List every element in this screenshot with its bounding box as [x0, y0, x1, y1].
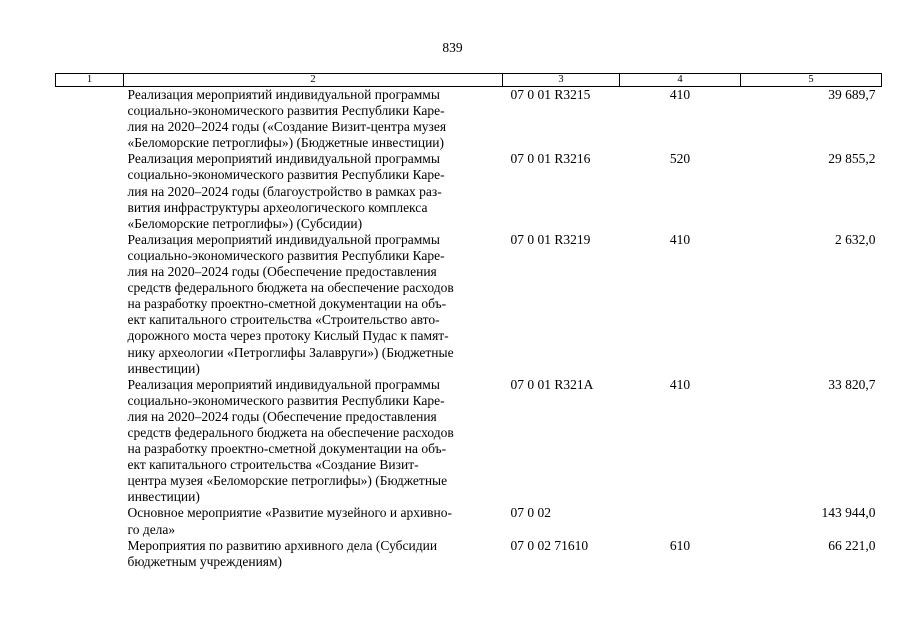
item-name-line: на разработку проектно-сметной документации на объ- — [127, 296, 447, 312]
page-number: 839 — [442, 40, 463, 55]
amount-cell: 143 944,0 — [821, 505, 876, 521]
item-name-line: Реализация мероприятий индивидуальной программы — [127, 87, 440, 102]
item-name-line: на разработку проектно-сметной документации на объ- — [127, 441, 447, 457]
amount-cell: 29 855,2 — [828, 151, 876, 167]
column-header-5: 5 — [741, 74, 882, 87]
target-code-cell: 07 0 01 R3215 — [510, 87, 591, 102]
table-body — [56, 87, 882, 570]
item-name-line: бюджетным учреждениям) — [127, 553, 283, 569]
target-code-cell: 07 0 02 71610 — [510, 537, 589, 553]
expense-type-cell — [620, 505, 741, 537]
item-name-line: лия на 2020–2024 годы (Обеспечение предоставления — [127, 408, 437, 424]
column-header-2: 2 — [124, 74, 503, 87]
target-code-cell: 07 0 01 R321A — [510, 376, 594, 392]
row-number-cell — [56, 505, 124, 537]
item-name-line: социально-экономического развития Республики Каре- — [127, 103, 445, 119]
row-number-cell — [56, 87, 124, 152]
table-row — [56, 232, 882, 377]
item-name-line: социально-экономического развития Республики Каре- — [127, 247, 445, 263]
item-name-line: лия на 2020–2024 годы (благоустройство в рамках раз- — [127, 183, 442, 199]
item-name-line: средств федерального бюджета на обеспечение расходов — [127, 424, 454, 440]
item-name-line: средств федерального бюджета на обеспечение расходов — [127, 280, 454, 296]
column-header-4: 4 — [620, 74, 741, 87]
row-number-cell — [56, 377, 124, 506]
item-name-line: го дела» — [127, 521, 176, 537]
target-code-cell: 07 0 01 R3216 — [510, 151, 591, 167]
expense-type-cell: 410 — [669, 231, 691, 247]
expense-type-cell: 610 — [669, 537, 691, 553]
item-name-line: «Беломорские петроглифы») (Субсидии) — [127, 215, 363, 231]
item-name-line: ект капитального строительства «Строительство авто- — [127, 312, 440, 328]
item-name-line: «Беломорские петроглифы») (Бюджетные инвестиции) — [127, 135, 445, 151]
amount-cell: 33 820,7 — [828, 376, 876, 392]
budget-table — [55, 73, 882, 570]
item-name-line: нику археологии «Петроглифы Залавруги») (Бюджетные — [127, 344, 454, 360]
item-name-cell — [124, 151, 503, 231]
item-name-line: Реализация мероприятий индивидуальной программы — [127, 151, 440, 167]
expense-type-cell: 520 — [669, 151, 691, 167]
row-number-cell — [56, 538, 124, 570]
table-row — [56, 505, 882, 537]
column-header-3: 3 — [503, 74, 620, 87]
item-name-line: лия на 2020–2024 годы («Создание Визит-центра музея — [127, 119, 447, 135]
item-name-cell — [124, 87, 503, 152]
row-number-cell — [56, 151, 124, 231]
item-name-line: вития инфраструктуры археологического комплекса — [127, 199, 428, 215]
item-name-line: Реализация мероприятий индивидуальной программы — [127, 376, 440, 392]
item-name-cell — [124, 505, 503, 537]
table-row — [56, 538, 882, 570]
item-name-line: социально-экономического развития Республики Каре- — [127, 167, 445, 183]
table-row — [56, 87, 882, 152]
item-name-line: социально-экономического развития Республики Каре- — [127, 392, 445, 408]
target-code-cell: 07 0 01 R3219 — [510, 231, 591, 247]
expense-type-cell: 410 — [669, 87, 691, 102]
item-name-line: Мероприятия по развитию архивного дела (Субсидии — [127, 537, 438, 553]
amount-cell: 2 632,0 — [835, 231, 876, 247]
item-name-cell — [124, 538, 503, 570]
table-row — [56, 377, 882, 506]
item-name-line: Реализация мероприятий индивидуальной программы — [127, 231, 440, 247]
item-name-cell — [124, 377, 503, 506]
amount-cell: 66 221,0 — [828, 537, 876, 553]
table-row — [56, 151, 882, 231]
item-name-line: ект капитального строительства «Создание Визит- — [127, 457, 419, 473]
item-name-line: центра музея «Беломорские петроглифы») (Бюджетные — [127, 473, 448, 489]
item-name-line: инвестиции) — [127, 489, 200, 505]
target-code-cell: 07 0 02 — [510, 505, 551, 521]
row-number-cell — [56, 232, 124, 377]
item-name-line: Основное мероприятие «Развитие музейного и архивно- — [127, 505, 453, 521]
item-name-line: лия на 2020–2024 годы (Обеспечение предоставления — [127, 264, 437, 280]
column-header-1: 1 — [56, 74, 124, 87]
amount-cell: 39 689,7 — [828, 87, 876, 102]
column-number-header — [56, 74, 882, 87]
expense-type-cell: 410 — [669, 376, 691, 392]
item-name-line: инвестиции) — [127, 360, 200, 376]
item-name-line: дорожного моста через протоку Кислый Пудас к памят- — [127, 328, 449, 344]
item-name-cell — [124, 232, 503, 377]
